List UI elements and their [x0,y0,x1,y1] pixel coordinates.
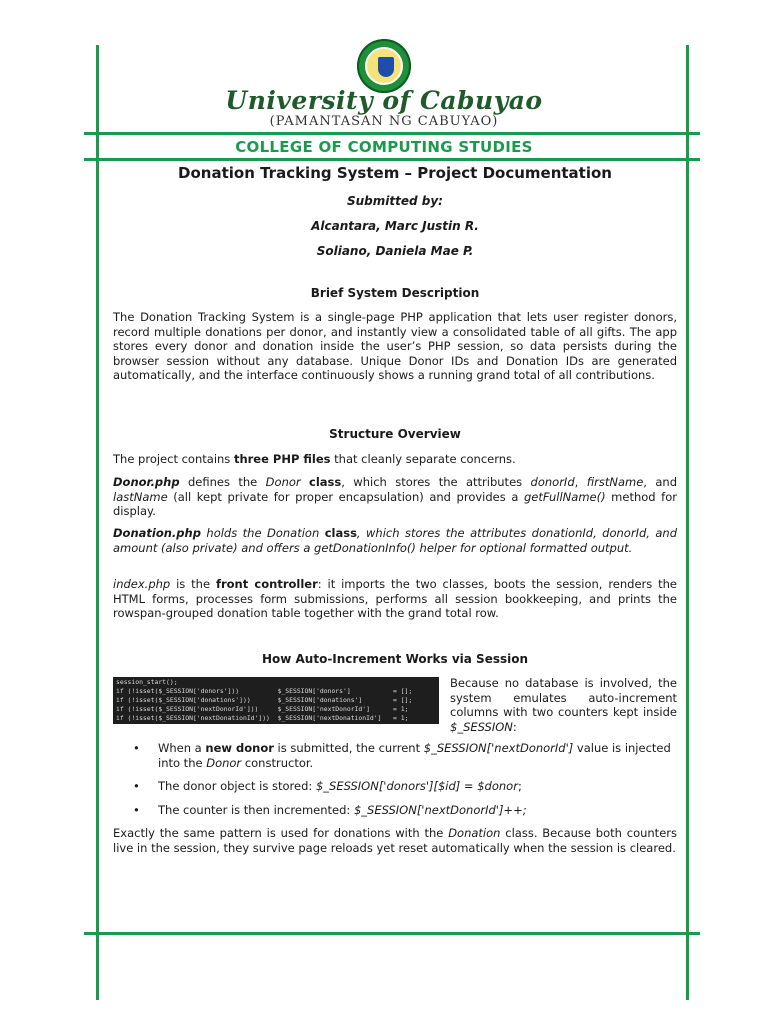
code-line: if (!isset($_SESSION['donations'])) $_SESSION['donations'] = []; [116,696,413,704]
auto-increment-heading: How Auto-Increment Works via Session [261,652,529,666]
bullet-dot-icon: • [133,779,140,793]
university-name: University of Cabuyao [225,86,543,115]
header-rule-bottom [84,158,700,161]
college-name: COLLEGE OF COMPUTING STUDIES [235,138,533,156]
session-code-snippet [113,677,439,724]
brief-paragraph: The Donation Tracking System is a single-page PHP application that lets user register donors, record multiple donations per donor, and instantly view a consolidated table of all gifts. The app stores every donor and donation inside the user’s PHP session, so data persists during the browser session without any database. Unique Donor IDs and Donation IDs are generated automatically, and the interface continuously shows a running grand total of all contributions. [113,310,677,383]
document-title: Donation Tracking System – Project Documentation [178,164,612,182]
list-item: • When a new donor is submitted, the current $_SESSION['nextDonorId'] value is injected into the Donor constructor. [133,741,671,770]
university-subtitle: (PAMANTASAN NG CABUYAO) [269,114,499,129]
bullet-dot-icon: • [133,803,140,817]
submitted-by-label: Submitted by: [347,194,443,208]
structure-intro: The project contains three PHP files that cleanly separate concerns. [113,452,516,466]
list-item: • The donor object is stored: $_SESSION['donors'][$id] = $donor; [133,779,522,793]
university-seal-logo [357,39,411,93]
structure-heading: Structure Overview [329,427,461,441]
bullet-dot-icon: • [133,741,140,755]
donation-file-paragraph: Donation.php holds the Donation class, which stores the attributes donationId, donorId, and amount (also private) and offers a getDonationInfo() helper for optional formatted output. [113,526,677,555]
closing-paragraph: Exactly the same pattern is used for donations with the Donation class. Because both counters live in the session, they survive page reloads yet reset automatically when the session is cleared. [113,826,677,855]
border-right [686,45,689,1000]
brief-heading: Brief System Description [310,286,480,300]
donor-file-paragraph: Donor.php defines the Donor class, which stores the attributes donorId, firstName, and lastName (all kept private for proper encapsulation) and provides a getFullName() method for display. [113,475,677,519]
index-file-paragraph: index.php is the front controller: it imports the two classes, boots the session, renders the HTML forms, processes form submissions, performs all session bookkeeping, and prints the rowspan-grouped donation table together with the grand total row. [113,577,678,621]
auto-increment-side-text: Because no database is involved, the system emulates auto-increment columns with two counters kept inside $_SESSION: [450,676,677,734]
header-rule-top [84,132,700,135]
author-1: Alcantara, Marc Justin R. [311,219,479,233]
code-line: if (!isset($_SESSION['donors'])) $_SESSION['donors'] = []; [116,687,413,695]
footer-rule [84,932,700,935]
border-left [96,45,99,1000]
author-2: Soliano, Daniela Mae P. [316,244,474,258]
list-item: • The counter is then incremented: $_SESSION['nextDonorId']++; [133,803,527,817]
code-line: if (!isset($_SESSION['nextDonorId'])) $_SESSION['nextDonorId'] = 1; [116,705,409,713]
code-line: if (!isset($_SESSION['nextDonationId'])) $_SESSION['nextDonationId'] = 1; [116,714,409,722]
code-line: session_start(); [116,678,178,686]
